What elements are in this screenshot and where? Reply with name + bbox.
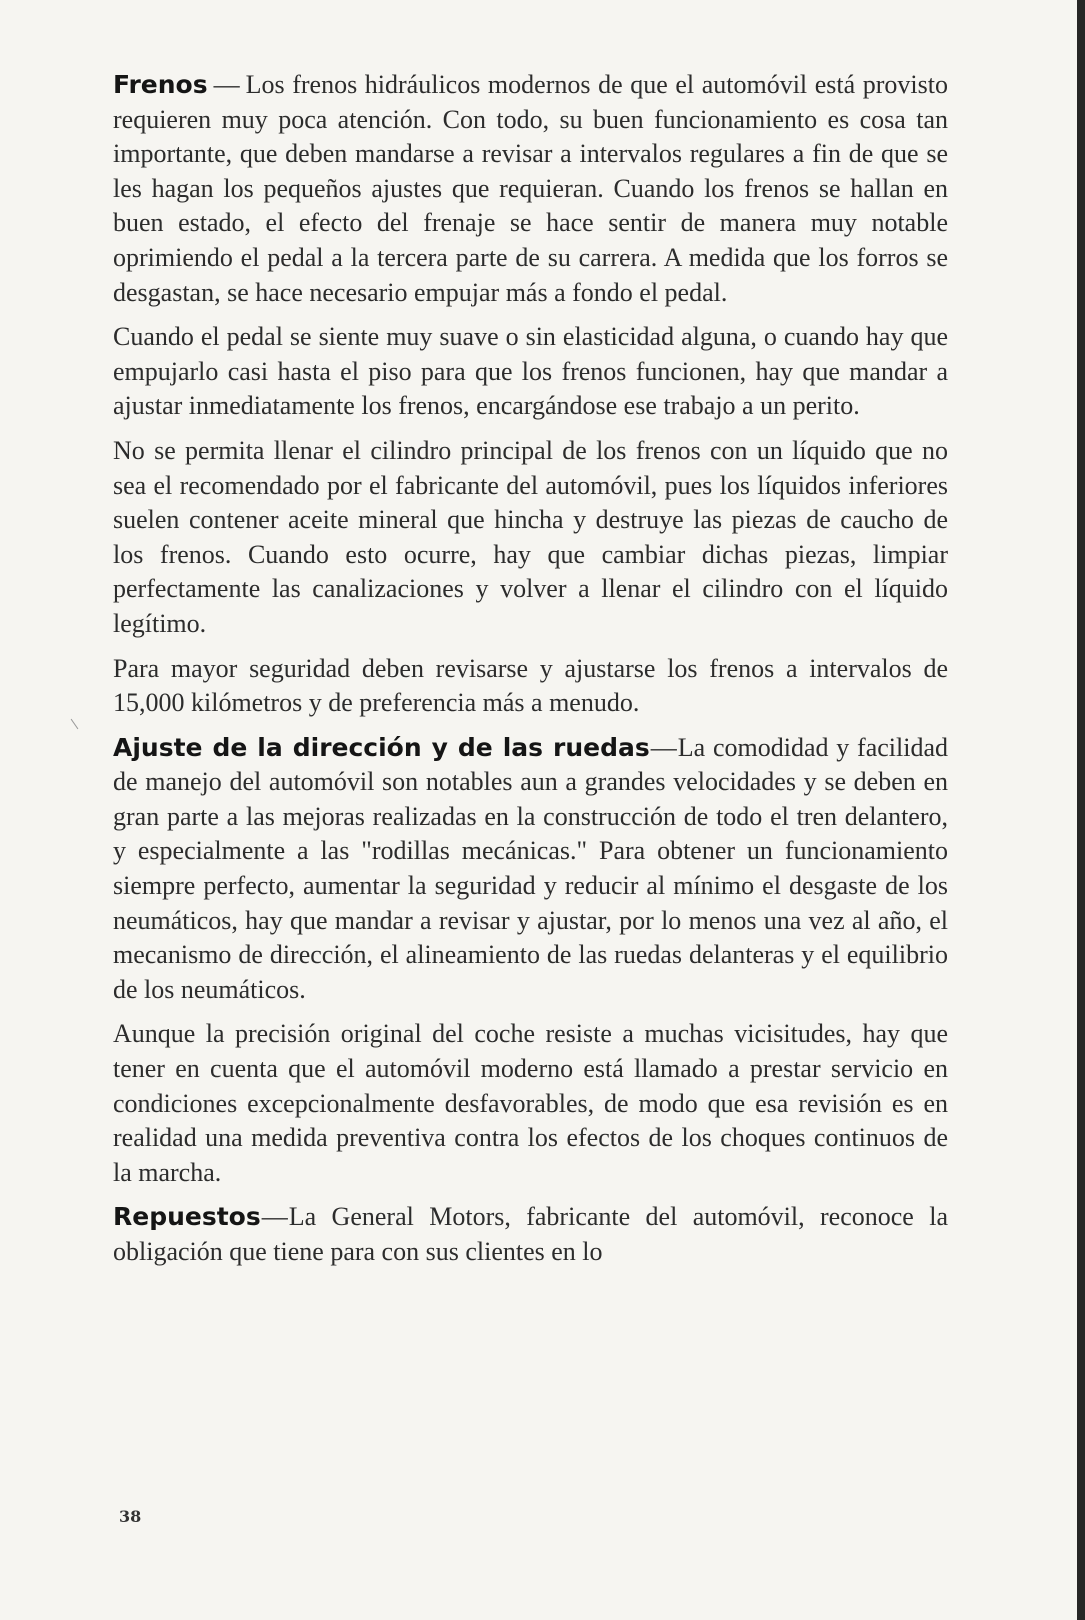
brakes-paragraph-4: Para mayor seguridad deben revisarse y ajustarse los frenos a intervalos de 15,000 kilómetros y de preferencia más a menudo.	[113, 653, 948, 718]
parts-dash: —	[261, 1202, 288, 1232]
steering-intro-text: La comodidad y facilidad de manejo del automóvil son notables aun a grandes velocidades y se deben en gran parte a las mejoras realizadas en la construcción de todo el tren delantero, y especialmente a las "rodillas mecánicas." Para obtener un funcionamiento siempre perfecto, aumentar la seguridad y reducir al mínimo el desgaste de los neumáticos, hay que mandar a revisar y ajustar, por lo menos una vez al año, el mecanismo de dirección, el alineamiento de las ruedas delanteras y el equilibrio de los neumáticos.	[113, 732, 948, 1004]
margin-mark	[71, 719, 79, 729]
steering-dash: —	[650, 732, 677, 762]
page-body	[113, 68, 948, 1280]
steering-paragraph	[113, 731, 948, 1008]
steering-heading: Ajuste de la dirección y de las ruedas	[113, 732, 650, 762]
parts-intro-text: La General Motors, fabricante del automóvil, reconoce la obligación que tiene para con sus clientes en lo	[113, 1202, 948, 1266]
page-edge-shadow	[1077, 0, 1085, 1620]
brakes-paragraph-2: Cuando el pedal se siente muy suave o sin elasticidad alguna, o cuando hay que empujarlo casi hasta el piso para que los frenos funcionen, hay que mandar a ajustar inmediatamente los frenos, encargándose ese trabajo a un perito.	[113, 322, 948, 421]
brakes-intro-text: Los frenos hidráulicos modernos de que el automóvil está provisto requieren muy poca atención. Con todo, su buen funcionamiento es cosa tan importante, que deben mandarse a revisar a intervalos regulares a fin de que se les hagan los pequeños ajustes que requieran. Cuando los frenos se hallan en buen estado, el efecto del frenaje se hace sentir de manera muy notable oprimiendo el pedal a la tercera parte de su carrera. A medida que los forros se desgastan, se hace necesario empujar más a fondo el pedal.	[113, 70, 948, 307]
parts-paragraph	[113, 1200, 948, 1269]
brakes-paragraph-3: No se permita llenar el cilindro principal de los frenos con un líquido que no sea el recomendado por el fabricante del automóvil, pues los líquidos inferiores suelen contener aceite mineral que hincha y destruye las piezas de caucho de los frenos. Cuando esto ocurre, hay que cambiar dichas piezas, limpiar perfectamente las canalizaciones y volver a llenar el cilindro con el líquido legítimo.	[113, 435, 948, 638]
brakes-heading: Frenos	[113, 70, 208, 99]
page-number: 38	[119, 1507, 142, 1526]
steering-paragraph-2: Aunque la precisión original del coche resiste a muchas vicisitudes, hay que tener en cuenta que el automóvil moderno está llamado a prestar servicio en condiciones excepcionalmente desfavorables, de modo que esa revisión es en realidad una medida preventiva contra los efectos de los choques continuos de la marcha.	[113, 1019, 948, 1187]
parts-heading: Repuestos	[113, 1202, 261, 1232]
brakes-paragraph	[113, 68, 948, 310]
brakes-dash: —	[213, 70, 240, 99]
